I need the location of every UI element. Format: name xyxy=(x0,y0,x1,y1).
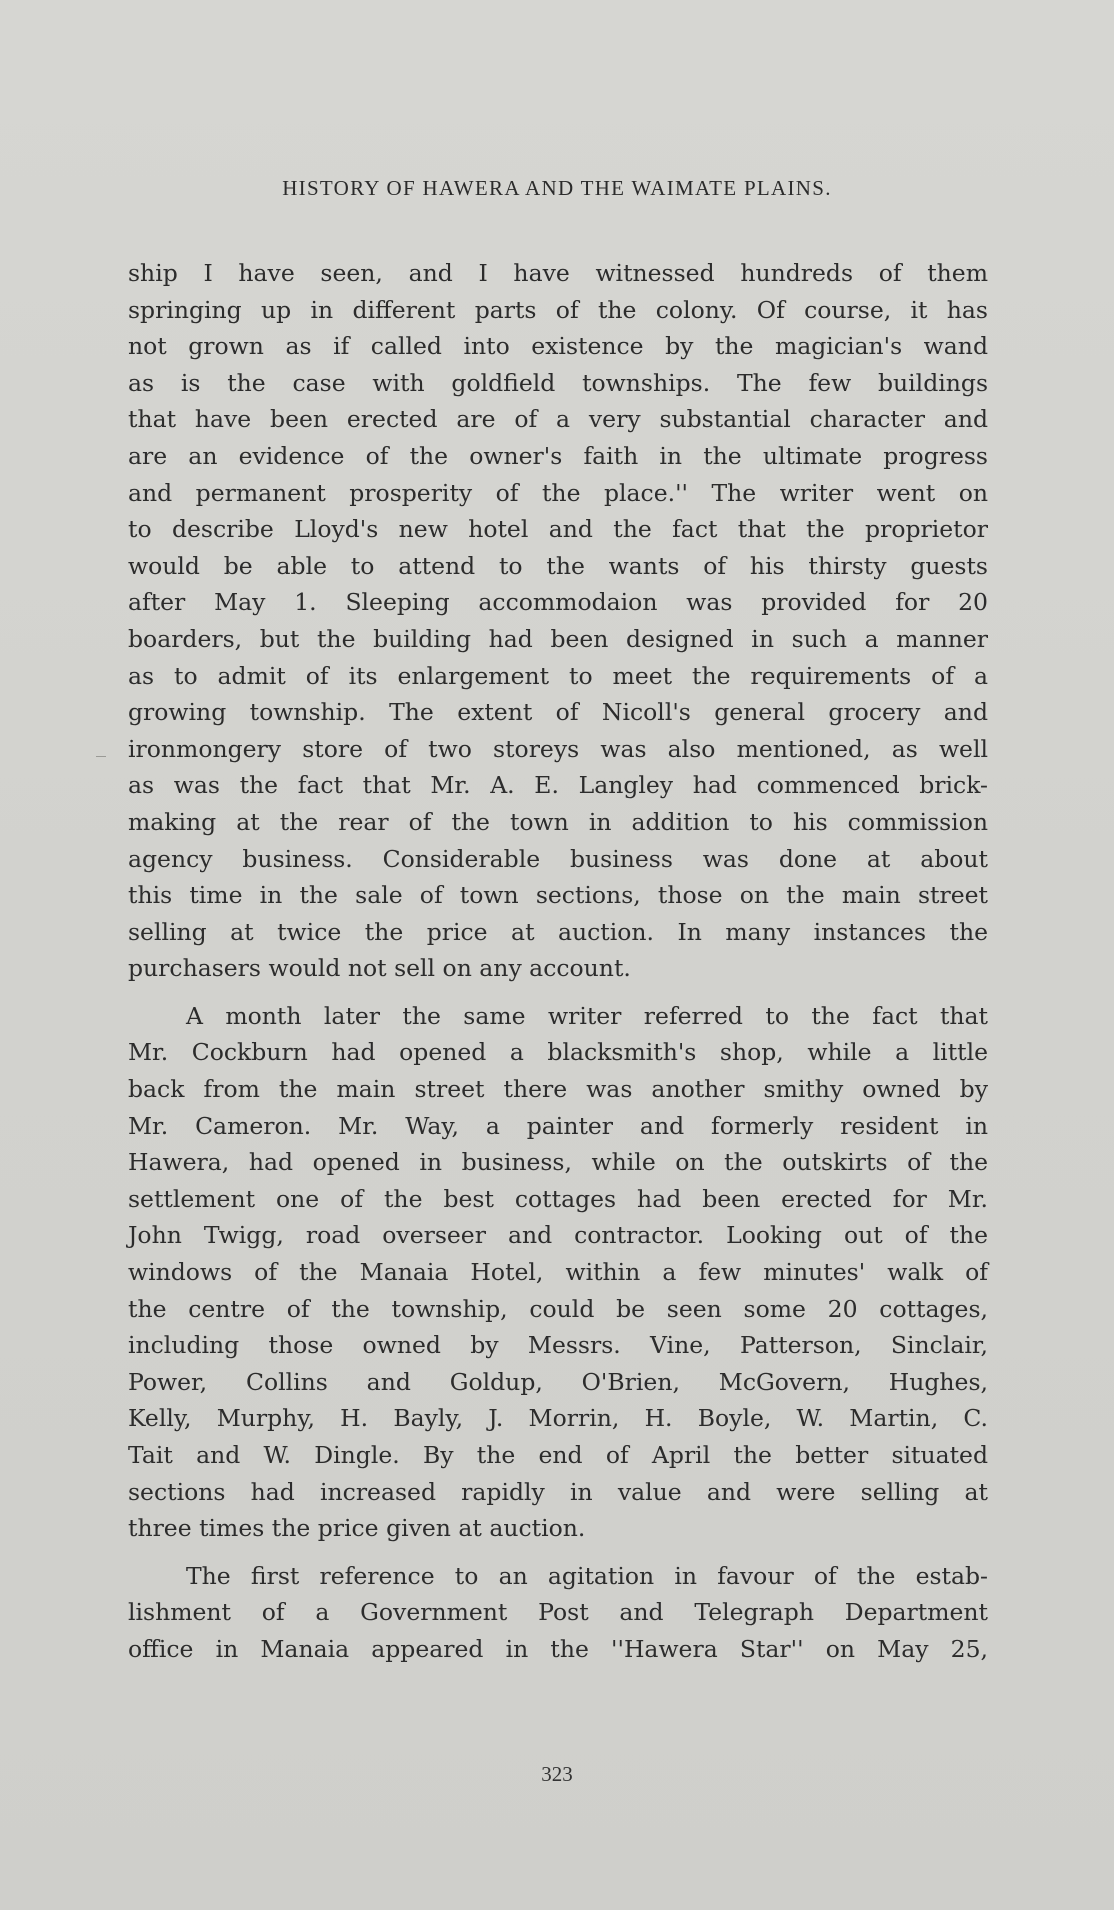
text-line: lishment of a Government Post and Telegraph Department xyxy=(128,1598,988,1627)
text-line: back from the main street there was another smithy owned by xyxy=(128,1075,988,1104)
text-line: to describe Lloyd's new hotel and the fact that the proprietor xyxy=(128,515,988,544)
page-number: 323 xyxy=(541,1762,573,1786)
text-line: office in Manaia appeared in the ''Hawera Star'' on May 25, xyxy=(128,1634,988,1663)
paragraph-3 xyxy=(128,1558,988,1668)
text-line: ironmongery store of two storeys was also mentioned, as well xyxy=(128,734,988,763)
text-line: agency business. Considerable business was done at about xyxy=(128,844,988,873)
text-line: John Twigg, road overseer and contractor. Looking out of the xyxy=(128,1221,988,1250)
text-line: this time in the sale of town sections, those on the main street xyxy=(128,881,988,910)
text-line: Mr. Cameron. Mr. Way, a painter and formerly resident in xyxy=(128,1111,988,1140)
paragraph-1 xyxy=(128,255,988,987)
text-line: settlement one of the best cottages had been erected for Mr. xyxy=(128,1184,988,1213)
text-line: as is the case with goldfield townships. The few buildings xyxy=(128,368,988,397)
text-line: making at the rear of the town in addition to his commission xyxy=(128,807,988,836)
text-line: A month later the same writer referred to the fact that xyxy=(186,1001,988,1030)
text-line: would be able to attend to the wants of his thirsty guests xyxy=(128,551,988,580)
text-line: Power, Collins and Goldup, O'Brien, McGovern, Hughes, xyxy=(128,1367,988,1396)
paragraph-2 xyxy=(128,998,988,1547)
text-line: windows of the Manaia Hotel, within a few minutes' walk of xyxy=(128,1258,988,1287)
text-line: Mr. Cockburn had opened a blacksmith's shop, while a little xyxy=(128,1038,988,1067)
text-line: sections had increased rapidly in value and were selling at xyxy=(128,1477,988,1506)
text-line: as was the fact that Mr. A. E. Langley had commenced brick- xyxy=(128,771,988,800)
text-line: and permanent prosperity of the place.'' The writer went on xyxy=(128,478,988,507)
text-line: boarders, but the building had been designed in such a manner xyxy=(128,624,988,653)
text-line: Kelly, Murphy, H. Bayly, J. Morrin, H. Boyle, W. Martin, C. xyxy=(128,1404,988,1433)
text-line: selling at twice the price at auction. In many instances the xyxy=(128,917,988,946)
text-line: growing township. The extent of Nicoll's general grocery and xyxy=(128,698,988,727)
running-title: HISTORY OF HAWERA AND THE WAIMATE PLAINS. xyxy=(282,176,832,200)
text-line: The first reference to an agitation in favour of the estab- xyxy=(186,1561,988,1590)
text-line: after May 1. Sleeping accommodaion was provided for 20 xyxy=(128,588,988,617)
text-line: ship I have seen, and I have witnessed hundreds of them xyxy=(128,259,988,287)
text-line: springing up in different parts of the colony. Of course, it has xyxy=(128,295,988,324)
text-line: that have been erected are of a very substantial character and xyxy=(128,405,988,434)
text-line: are an evidence of the owner's faith in the ultimate progress xyxy=(128,441,988,470)
text-line: three times the price given at auction. xyxy=(128,1514,586,1543)
text-line: Tait and W. Dingle. By the end of April the better situated xyxy=(128,1441,988,1469)
text-line: the centre of the township, could be seen some 20 cottages, xyxy=(128,1294,988,1323)
text-line: including those owned by Messrs. Vine, Patterson, Sinclair, xyxy=(128,1331,988,1360)
text-line: purchasers would not sell on any account. xyxy=(128,954,631,983)
text-line: Hawera, had opened in business, while on the outskirts of the xyxy=(128,1148,988,1177)
margin-mark xyxy=(96,756,106,757)
text-line: as to admit of its enlargement to meet the requirements of a xyxy=(128,661,988,690)
body-text xyxy=(128,255,988,1668)
text-line: not grown as if called into existence by the magician's wand xyxy=(128,332,988,361)
